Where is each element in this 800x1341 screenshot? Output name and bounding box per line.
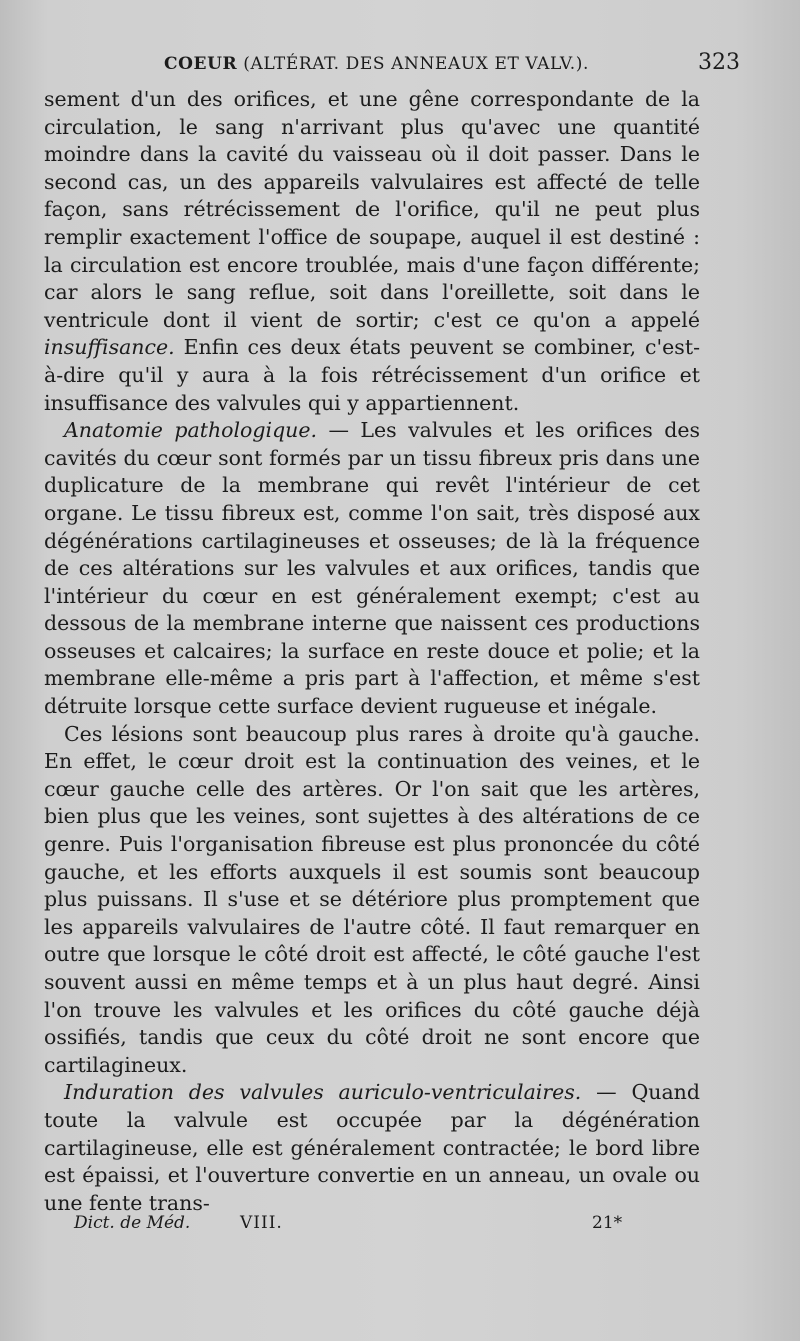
paragraph-1-text: sement d'un des orifices, et une gêne correspondante de la circulation, le sang n'arrivant plus qu'avec une quantité moindre dans la cavité du vaisseau où il doit passer. Dans le second cas, un des appareils valvulaires est affecté de telle façon, sans rétrécissement de l'orifice, qu'il ne peut plus remplir exactement l'office de soupape, auquel il est destiné : la circulation est encore troublée, mais d'une façon différente; car alors le sang reflue, soit dans l'oreillette, soit dans le ventricule dont il vient de sortir; c'est ce qu'on a appelé <box>44 87 700 332</box>
paragraph-2 <box>44 417 700 721</box>
running-title <box>164 54 589 74</box>
page-number: 323 <box>698 50 740 75</box>
footer-volume: VIII. <box>240 1213 283 1233</box>
paragraph-3-text: Ces lésions sont beaucoup plus rares à droite qu'à gauche. En effet, le cœur droit est la continuation des veines, et le cœur gauche celle des artères. Or l'on sait que les artères, bien plus que les veines, sont sujettes à des altérations de ce genre. Puis l'organisation fibreuse est plus prononcée du côté gauche, et les efforts auxquels il est soumis sont beaucoup plus puissans. Il s'use et se détériore plus promptement que les appareils valvulaires de l'autre côté. Il faut remarquer en outre que lorsque le côté droit est affecté, le côté gauche l'est souvent aussi en même temps et à un plus haut degré. Ainsi l'on trouve les valvules et les orifices du côté gauche déjà ossifiés, tandis que ceux du côté droit ne sont encore que cartilagineux. <box>44 721 700 1077</box>
paragraph-1-end: Enfin ces deux états peuvent se combiner, c'est-à-dire qu'il y aura à la fois rétrécissement d'un orifice et insuffisance des valvules qui y appartiennent. <box>44 335 700 415</box>
section-heading-anatomie: Anatomie pathologique. <box>64 418 318 443</box>
paragraph-4-text: — Quand toute la valvule est occupée par la dégénération cartilagineuse, elle est généralement contractée; le bord libre est épaissi, et l'ouverture convertie en un anneau, un ovale ou une fente trans- <box>44 1080 701 1215</box>
footer-source: Dict. de Méd. <box>74 1213 191 1233</box>
running-head <box>44 50 756 80</box>
running-title-sub: (ALTÉRAT. DES ANNEAUX ET VALV.). <box>243 54 590 74</box>
paragraph-4 <box>44 1079 700 1217</box>
paragraph-2-text: — Les valvules et les orifices des cavités du cœur sont formés par un tissu fibreux pris dans une duplicature de la membrane qui revêt l'intérieur de cet organe. Le tissu fibreux est, comme l'on sait, très disposé aux dégénérations cartilagineuses et osseuses; de là la fréquence de ces altérations sur les valvules et aux orifices, tandis que l'intérieur du cœur en est généralement exempt; c'est au dessous de la membrane interne que naissent ces productions osseuses et calcaires; la surface en reste douce et polie; et la membrane elle-même a pris part à l'affection, et même s'est détruite lorsque cette surface devient rugueuse et inégale. <box>44 418 700 719</box>
footer-signature: 21* <box>592 1213 623 1233</box>
page-footer <box>44 1213 756 1243</box>
paragraph-1-italic: insuffisance. <box>44 335 175 360</box>
section-heading-induration: Induration des valvules auriculo-ventriculaires. <box>64 1080 582 1105</box>
paragraph-1 <box>44 86 700 417</box>
running-title-main: COEUR <box>164 54 238 74</box>
paragraph-3 <box>44 721 700 1080</box>
body-text <box>44 86 700 1217</box>
